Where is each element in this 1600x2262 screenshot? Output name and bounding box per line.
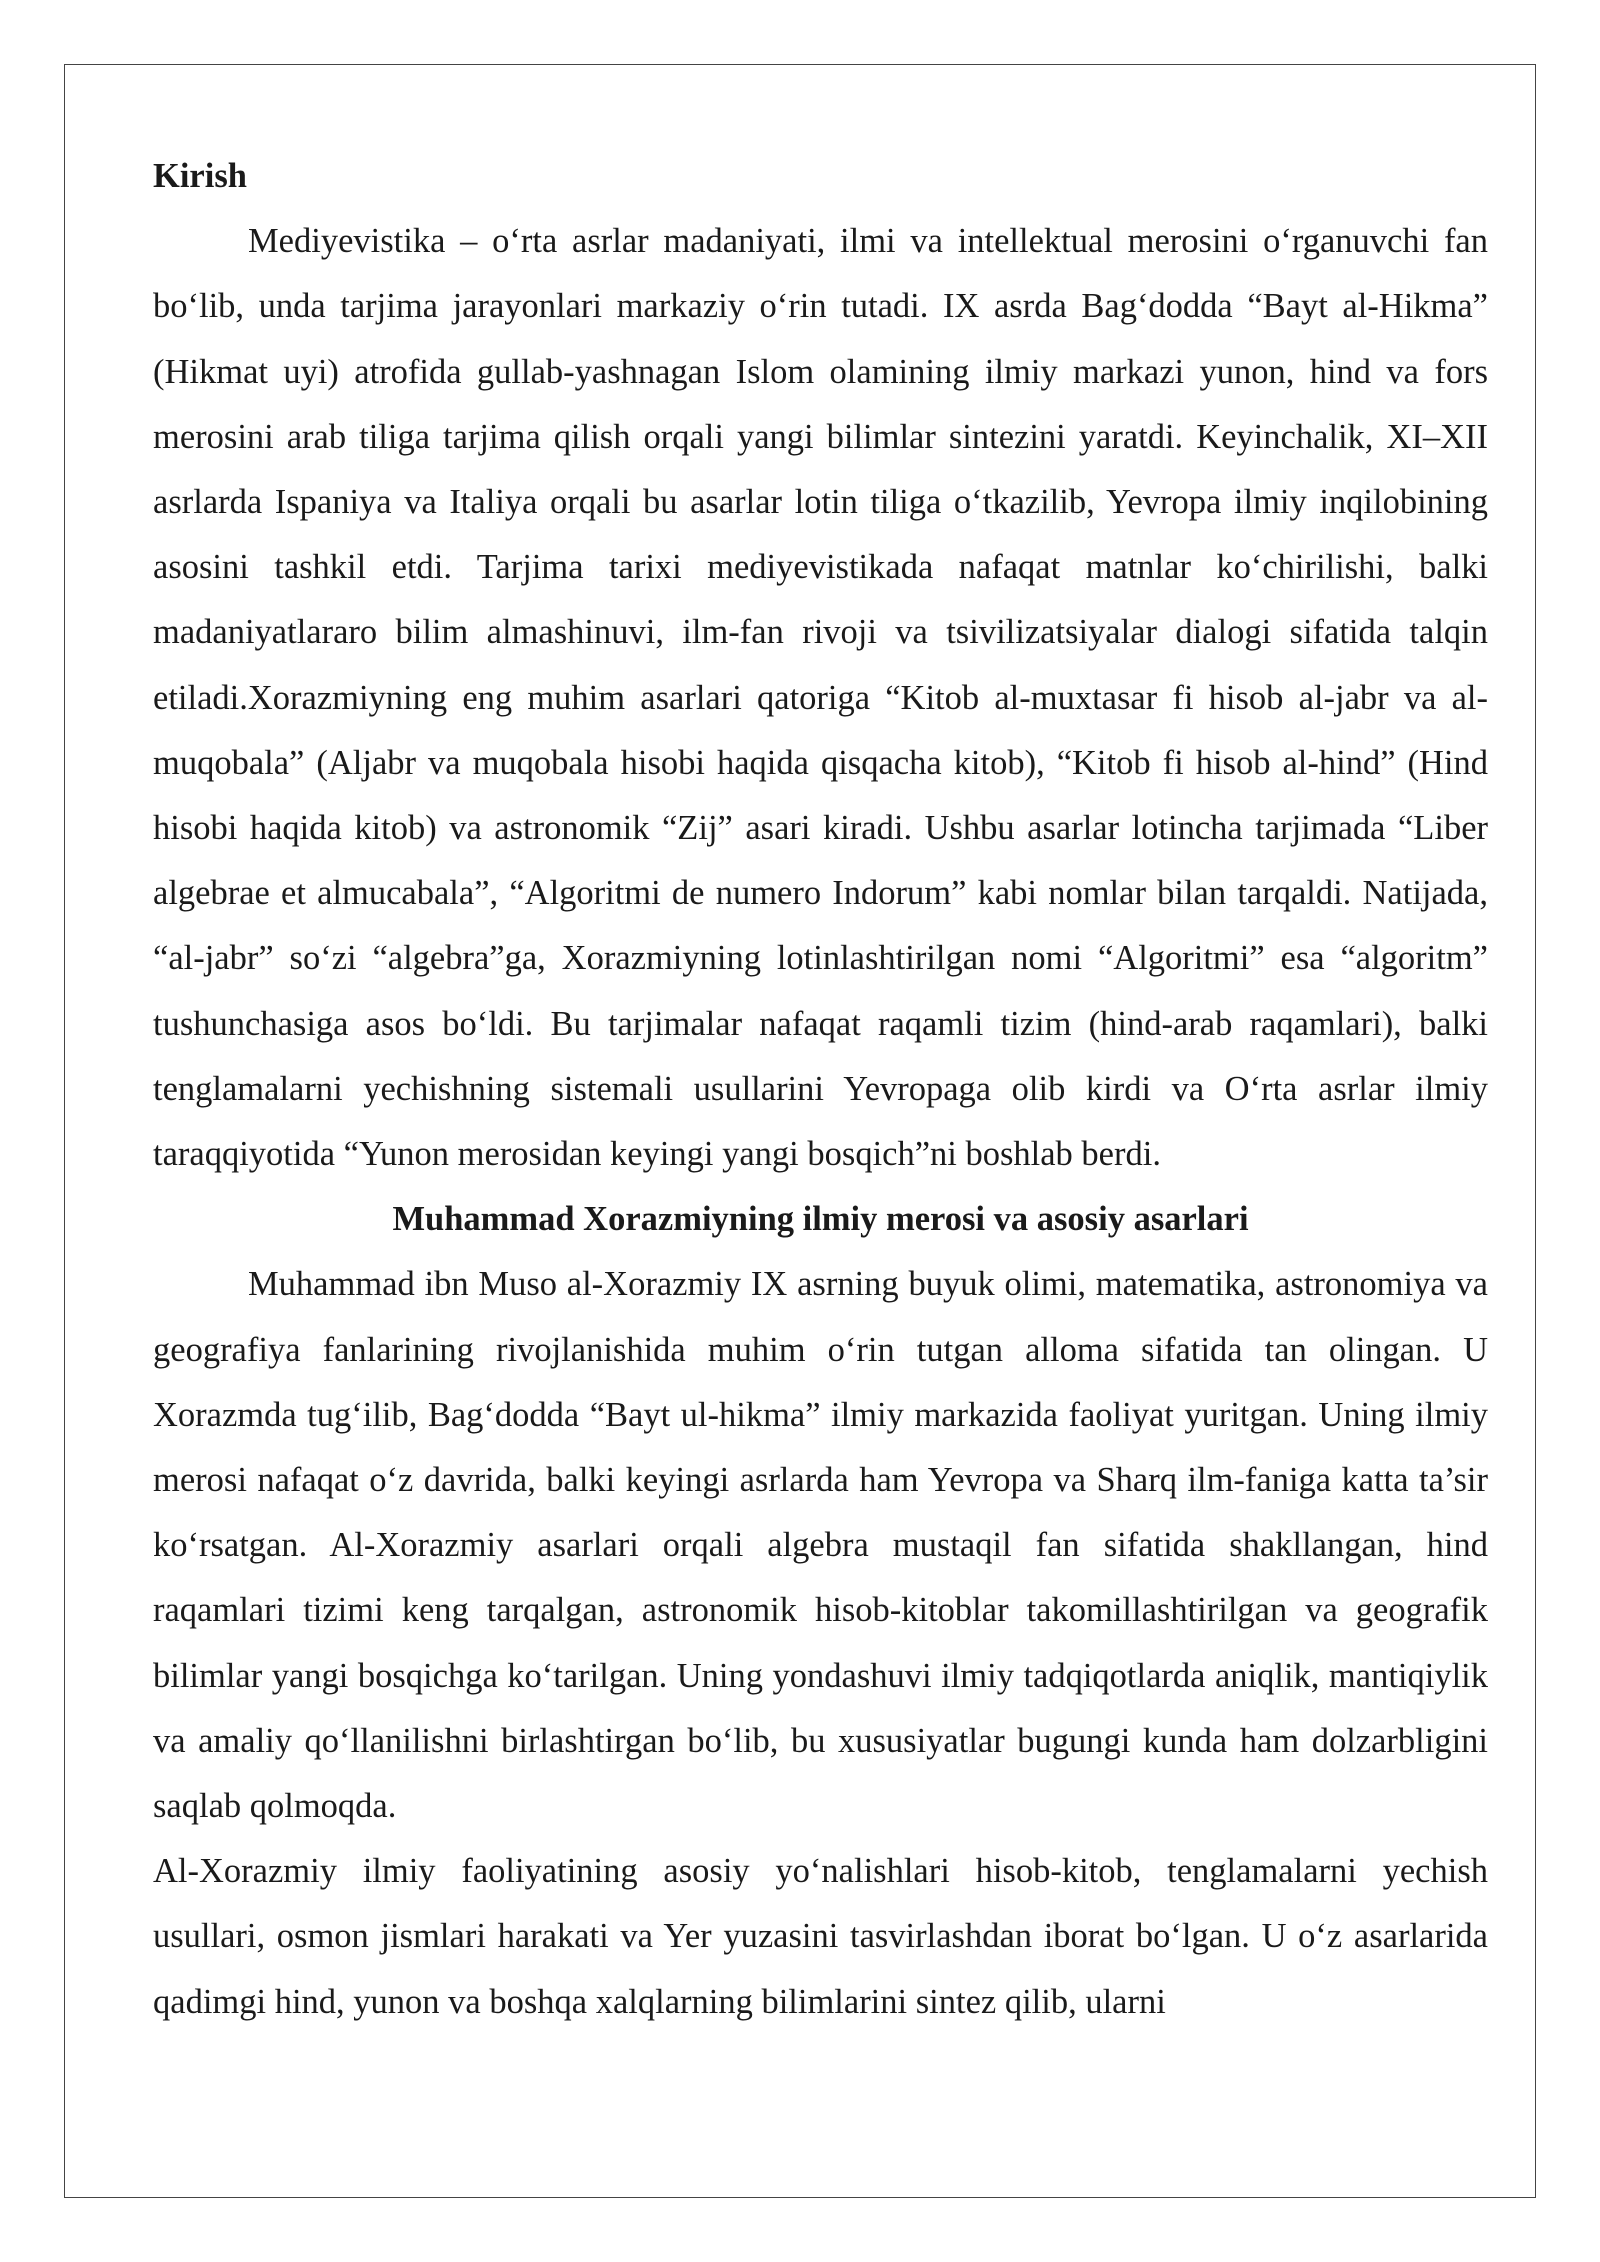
- intro-paragraph: Mediyevistika – o‘rta asrlar madaniyati, ilmi va intellektual merosini o‘rganuvchi fan bo‘lib, unda tarjima jarayonlari markaziy o‘rin tutadi. IX asrda Bag‘dodda “Bayt al-Hikma” (Hikmat uyi) atrofida gullab-yashnagan Islom olamining ilmiy markazi yunon, hind va fors merosini arab tiliga tarjima qilish orqali yangi bilimlar sintezini yaratdi. Keyinchalik, XI–XII asrlarda Ispaniya va Italiya orqali bu asarlar lotin tiliga o‘tkazilib, Yevropa ilmiy inqilobining asosini tashkil etdi. Tarjima tarixi mediyevistikada nafaqat matnlar ko‘chirilishi, balki madaniyatlararo bilim almashinuvi, ilm-fan rivoji va tsivilizatsiyalar dialogi sifatida talqin etiladi.Xorazmiyning eng muhim asarlari qatoriga “Kitob al-muxtasar fi hisob al-jabr va al-muqobala” (Aljabr va muqobala hisobi haqida qisqacha kitob), “Kitob fi hisob al-hind” (Hind hisobi haqida kitob) va astronomik “Zij” asari kiradi. Ushbu asarlar lotincha tarjimada “Liber algebrae et almucabala”, “Algoritmi de numero Indorum” kabi nomlar bilan tarqaldi. Natijada, “al-jabr” so‘zi “algebra”ga, Xorazmiyning lotinlashtirilgan nomi “Algoritmi” esa “algoritm” tushunchasiga asos bo‘ldi. Bu tarjimalar nafaqat raqamli tizim (hind-arab raqamlari), balki tenglamalarni yechishning sistemali usullarini Yevropaga olib kirdi va O‘rta asrlar ilmiy taraqqiyotida “Yunon merosidan keyingi yangi bosqich”ni boshlab berdi.: [153, 222, 1488, 1174]
- section-paragraph-1: Muhammad ibn Muso al-Xorazmiy IX asrning buyuk olimi, matematika, astronomiya va geografiya fanlarining rivojlanishida muhim o‘rin tutgan alloma sifatida tan olingan. U Xorazmda tug‘ilib, Bag‘dodda “Bayt ul-hikma” ilmiy markazida faoliyat yuritgan. Uning ilmiy merosi nafaqat o‘z davrida, balki keyingi asrlarda ham Yevropa va Sharq ilm-faniga katta ta’sir ko‘rsatgan. Al-Xorazmiy asarlari orqali algebra mustaqil fan sifatida shakllangan, hind raqamlari tizimi keng tarqalgan, astronomik hisob-kitoblar takomillashtirilgan va geografik bilimlar yangi bosqichga ko‘tarilgan. Uning yondashuvi ilmiy tadqiqotlarda aniqlik, mantiqiylik va amaliy qo‘llanilishni birlashtirgan bo‘lib, bu xususiyatlar bugungi kunda ham dolzarbligini saqlab qolmoqda.: [153, 1265, 1488, 1826]
- section-heading: Muhammad Xorazmiyning ilmiy merosi va asosiy asarlari: [392, 1200, 1249, 1239]
- document-body: [153, 144, 1488, 2035]
- section-paragraph-2: Al-Xorazmiy ilmiy faoliyatining asosiy yo‘nalishlari hisob-kitob, tenglamalarni yechish usullari, osmon jismlari harakati va Yer yuzasini tasvirlashdan iborat bo‘lgan. U o‘z asarlarida qadimgi hind, yunon va boshqa xalqlarning bilimlarini sintez qilib, ularni: [153, 1852, 1488, 2021]
- intro-heading: Kirish: [153, 157, 247, 195]
